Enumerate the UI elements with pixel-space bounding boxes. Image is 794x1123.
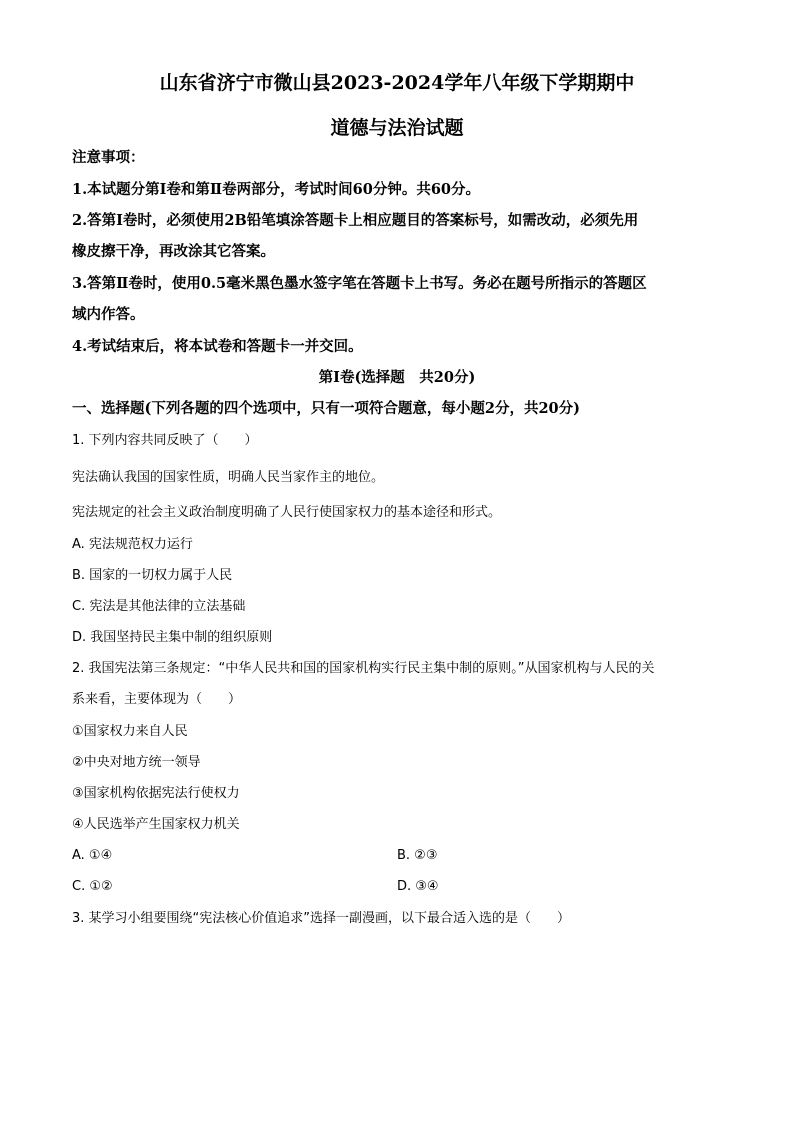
q2-stem-line2: 系来看，主要体现为（ ） [72, 692, 242, 707]
q2-option-b: B. ②③ [397, 848, 438, 863]
q2-item-3: ③国家机构依据宪法行使权力 [72, 786, 240, 801]
exam-title-line2: 道德与法治试题 [330, 117, 464, 139]
q1-option-b: B. 国家的一切权力属于人民 [72, 568, 233, 583]
q3-stem: 3. 某学习小组要围绕“宪法核心价值追求”选择一副漫画，以下最合适入选的是（ ） [72, 911, 571, 926]
notice-item-2: 2.答第Ⅰ卷时，必须使用2B铅笔填涂答题卡上相应题目的答案标号，如需改动，必须先用 [72, 212, 639, 229]
notice-item-3-cont: 域内作答。 [72, 306, 145, 323]
q2-item-4: ④人民选举产生国家权力机关 [72, 817, 240, 832]
q1-stem: 1. 下列内容共同反映了（ ） [72, 433, 258, 448]
exam-title-line1: 山东省济宁市微山县2023-2024学年八年级下学期期中 [159, 72, 635, 94]
q1-option-a: A. 宪法规范权力运行 [72, 537, 193, 552]
q2-item-1: ①国家权力来自人民 [72, 724, 188, 739]
section-title: 一、选择题(下列各题的四个选项中，只有一项符合题意，每小题2分，共20分) [72, 400, 580, 417]
notice-item-1: 1.本试题分第Ⅰ卷和第Ⅱ卷两部分，考试时间60分钟。共60分。 [72, 181, 480, 198]
notice-heading: 注意事项： [72, 149, 145, 166]
q1-option-d: D. 我国坚持民主集中制的组织原则 [72, 630, 273, 645]
q2-option-a: A. ①④ [72, 848, 113, 863]
notice-item-2-cont: 橡皮擦干净，再改涂其它答案。 [72, 243, 275, 260]
part1-heading: 第Ⅰ卷(选择题 共20分) [318, 369, 476, 386]
q1-statement-1: 宪法确认我国的国家性质，明确人民当家作主的地位。 [72, 470, 385, 485]
notice-item-3: 3.答第Ⅱ卷时，使用0.5毫米黑色墨水签字笔在答题卡上书写。务必在题号所指示的答题区 [72, 275, 647, 292]
notice-item-4: 4.考试结束后，将本试卷和答题卡一并交回。 [72, 338, 363, 355]
q1-statement-2: 宪法规定的社会主义政治制度明确了人民行使国家权力的基本途径和形式。 [72, 505, 502, 520]
q2-item-2: ②中央对地方统一领导 [72, 755, 201, 770]
q2-option-d: D. ③④ [397, 879, 439, 894]
q2-stem-line1: 2. 我国宪法第三条规定：“中华人民共和国的国家机构实行民主集中制的原则。”从国家机构与人民的关 [72, 661, 655, 676]
q2-option-c: C. ①② [72, 879, 113, 894]
q1-option-c: C. 宪法是其他法律的立法基础 [72, 599, 246, 614]
